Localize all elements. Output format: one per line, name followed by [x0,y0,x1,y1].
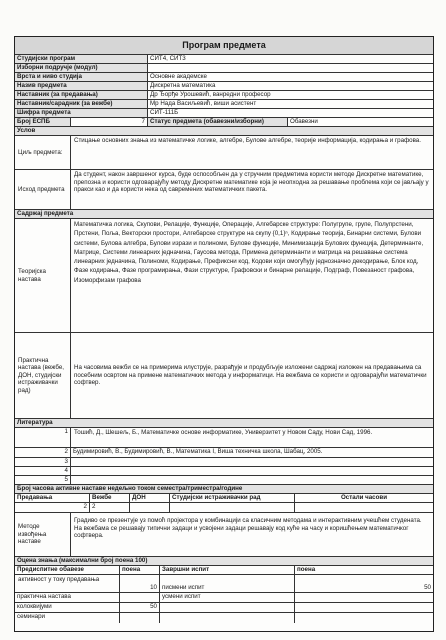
info-row [15,109,433,118]
info-label: Студијски програм [17,55,76,62]
hours-columns-row [15,494,433,503]
theory-text: Математичка логика, Скупови, Релације, Функције, Операције, Алгебарске структуре: Полугрупе, групе, Полупрстени, Прстени, Поља, Векторски простори, Алгебарске структуре на скупу {0,1}ⁿ, Кодирање теорија, Бинарни системи, Булови системи, Булова алгебра, Булови изрази и полиноми, Булове функције, Минимизација Булових функција, Детерминанте, Матрице, Системи линеарних једначина, Гаусова метода, Примена детерминанти и матрица на решавање система линеарних једначина, Полиноми, Кодирање, Префиксни код, Кодови који омогућују једнозначно декодирање, Блок код, Фазе кодирања, Фазе програмирања, Фази структуре, Графовски и бинарне релације, Подграф, Повезаност графова, Изоморфизам графова [74,221,424,284]
prerequisite-label: Услов [17,127,36,134]
grading-row [15,593,433,603]
literature-header: Литература [17,419,53,426]
theory-label: Теоријска настава [18,267,46,283]
literature-number: 1 [64,428,68,435]
literature-row [15,467,433,476]
info-row [15,73,433,82]
practice-text: На часовима вежби се на примерима илуструје, разрађује и продубљује изложени садржај изложен на предавањима са посебним освртом на примене математичких метода у информатици. На вежбама се користи и одговарајући математички софтвер. [74,364,427,387]
literature-text: Тошић, Д., Шешељ, Б., Математичке основе информатике, Универзитет у Новом Саду, Нови Сад, 1996. [74,429,373,436]
status-label: Статус предмета (обавезни/изборни) [150,118,264,125]
grading-final-points: 50 [424,584,431,591]
espb-value: 7 [141,118,145,125]
prerequisite-row [15,127,433,136]
grading-pre-points: 50 [150,603,157,610]
info-value: Дискретна математика [150,82,216,89]
espb-row [15,118,433,127]
grading-columns-row [15,566,433,575]
grading-pre-item: колоквијуми [17,603,52,610]
info-value: СИТ-111Б [150,109,179,116]
hours-col-research: Студијски истраживачки рад [172,494,261,501]
literature-number: 2 [64,448,68,455]
grading-final-item: писмени испит [162,584,205,591]
info-row [15,91,433,100]
hours-exercises-value: 2 [92,503,96,510]
info-row [15,64,433,73]
hours-col-don: ДОН [132,494,146,501]
grading-col-final: Завршни испит [162,566,210,573]
hours-header-row [15,485,433,494]
grading-row [15,613,433,623]
info-row [15,82,433,91]
objective-row [15,136,433,170]
hours-col-exercises: Вежбе [92,494,112,501]
literature-row [15,476,433,485]
practice-label: Практична настава (вежбе, ДОН, студијски истраживачки рад) [18,356,65,394]
methods-label: Методе извођења наставе [18,523,47,546]
content-header-row [15,210,433,219]
info-label: Назив предмета [17,82,67,89]
methods-row [15,513,433,557]
grading-col-final-points: поена [297,566,316,573]
outcome-label: Исход предмета [18,185,65,193]
objective-label: Циљ предмета: [18,148,63,156]
info-label: Врста и ниво студија [17,73,82,80]
info-value: Др Ђорђе Урошевић, ванредни професор [150,91,271,98]
hours-values-row [15,503,433,513]
literature-number: 3 [64,458,68,465]
info-row [15,100,433,109]
grading-col-points: поена [122,566,141,573]
grading-header-row [15,557,433,566]
literature-row [15,458,433,467]
hours-lectures-value: 2 [83,503,87,510]
outcome-row [15,170,433,210]
info-label: Изборни подручје (модул) [17,64,98,71]
objective-text: Стицање основних знања из математичке логике, алгебре, Булове алгебре, теорије информација, кодирања и графова. [74,137,421,144]
form-title-row [15,37,433,55]
info-label: Наставник (за предавања) [17,91,98,98]
course-form [14,36,434,632]
info-row [15,55,433,64]
info-value: Мр Нада Васиљевић, виши асистент [150,100,257,107]
literature-number: 4 [64,467,68,474]
grading-pre-item: активност у току предавања [18,576,100,583]
hours-col-other: Остали часови [340,494,388,501]
content-header: Садржај предмета [17,210,74,217]
grading-final-item: усмени испит [162,593,201,600]
theory-row [15,219,433,333]
grading-pre-points: 10 [150,584,157,591]
grading-header: Оцена знања (максимални број поена 100) [17,557,148,564]
outcome-text: Да студент, након завршеног курса, буде оспособљен да у стручним предметима користи методе Дискретне математике, препозна и користи одговарајућу методу Дискретне математике која је неопходна за решавање проблема који се јављају у пракси као и да користи нека од савремених математичких пакета. [74,171,429,194]
grading-row [15,603,433,613]
grading-row [15,575,433,593]
hours-header: Број часова активне наставе недељно током семестра/триместра/године [17,485,243,492]
literature-number: 5 [64,476,68,483]
literature-header-row [15,419,433,428]
info-label: Наставник/сарадник (за вежбе) [17,100,113,107]
grading-col-pre: Предиспитне обавезе [17,566,84,573]
status-value: Обавезни [290,118,318,125]
grading-pre-item: семинари [17,613,46,620]
literature-text: Будимировић, В., Будимировић, В., Математика I, Виша техничка школа, Шабац, 2005. [73,448,323,455]
info-value: СИТ4, СИТ3 [150,55,186,62]
literature-row [15,448,433,458]
info-value: Основне академске [150,73,207,80]
hours-col-lectures: Предавања [17,494,53,501]
espb-label: Број ЕСПБ [17,118,50,125]
practice-row [15,333,433,419]
form-title: Програм предмета [182,40,266,50]
grading-pre-item: практична настава [17,593,71,600]
literature-row [15,428,433,448]
methods-text: Градиво се презентује уз помоћ пројектора у комбинацији са класичним методама и интерактивним учешћем студената. На вежбама се решавају типични задаци и усвојени задаци решавају код куће на часу и коришћењем математичког софтвера. [74,517,422,540]
info-label: Шифра предмета [17,109,71,116]
